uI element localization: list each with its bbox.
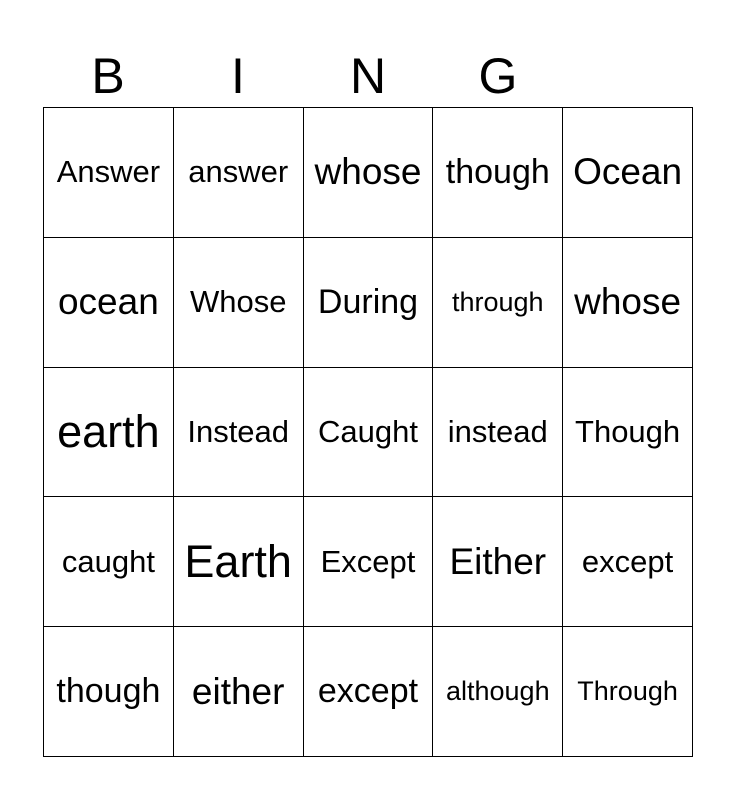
- bingo-cell[interactable]: Earth: [174, 497, 304, 627]
- bingo-cell[interactable]: Answer: [44, 108, 174, 238]
- bingo-cell[interactable]: During: [304, 238, 434, 368]
- bingo-cell[interactable]: though: [44, 627, 174, 757]
- bingo-cell[interactable]: answer: [174, 108, 304, 238]
- bingo-cell[interactable]: either: [174, 627, 304, 757]
- bingo-cell[interactable]: Ocean: [563, 108, 693, 238]
- bingo-cell[interactable]: except: [563, 497, 693, 627]
- bingo-cell[interactable]: caught: [44, 497, 174, 627]
- bingo-cell[interactable]: through: [433, 238, 563, 368]
- bingo-cell[interactable]: though: [433, 108, 563, 238]
- bingo-cell[interactable]: ocean: [44, 238, 174, 368]
- bingo-cell[interactable]: Either: [433, 497, 563, 627]
- bingo-cell[interactable]: except: [304, 627, 434, 757]
- bingo-cell[interactable]: earth: [44, 368, 174, 498]
- bingo-cell[interactable]: Caught: [304, 368, 434, 498]
- bingo-cell[interactable]: instead: [433, 368, 563, 498]
- bingo-cell[interactable]: Except: [304, 497, 434, 627]
- bingo-cell[interactable]: although: [433, 627, 563, 757]
- bingo-cell[interactable]: whose: [563, 238, 693, 368]
- bingo-header: [43, 46, 693, 106]
- header-letter-i: I: [231, 48, 245, 104]
- bingo-cell[interactable]: Through: [563, 627, 693, 757]
- bingo-cell[interactable]: whose: [304, 108, 434, 238]
- bingo-cell[interactable]: Though: [563, 368, 693, 498]
- bingo-cell[interactable]: Instead: [174, 368, 304, 498]
- header-letter-b: B: [91, 48, 125, 104]
- bingo-cell[interactable]: Whose: [174, 238, 304, 368]
- header-letter-n: N: [349, 48, 387, 104]
- bingo-board: [43, 107, 693, 757]
- header-letter-g: G: [478, 48, 518, 104]
